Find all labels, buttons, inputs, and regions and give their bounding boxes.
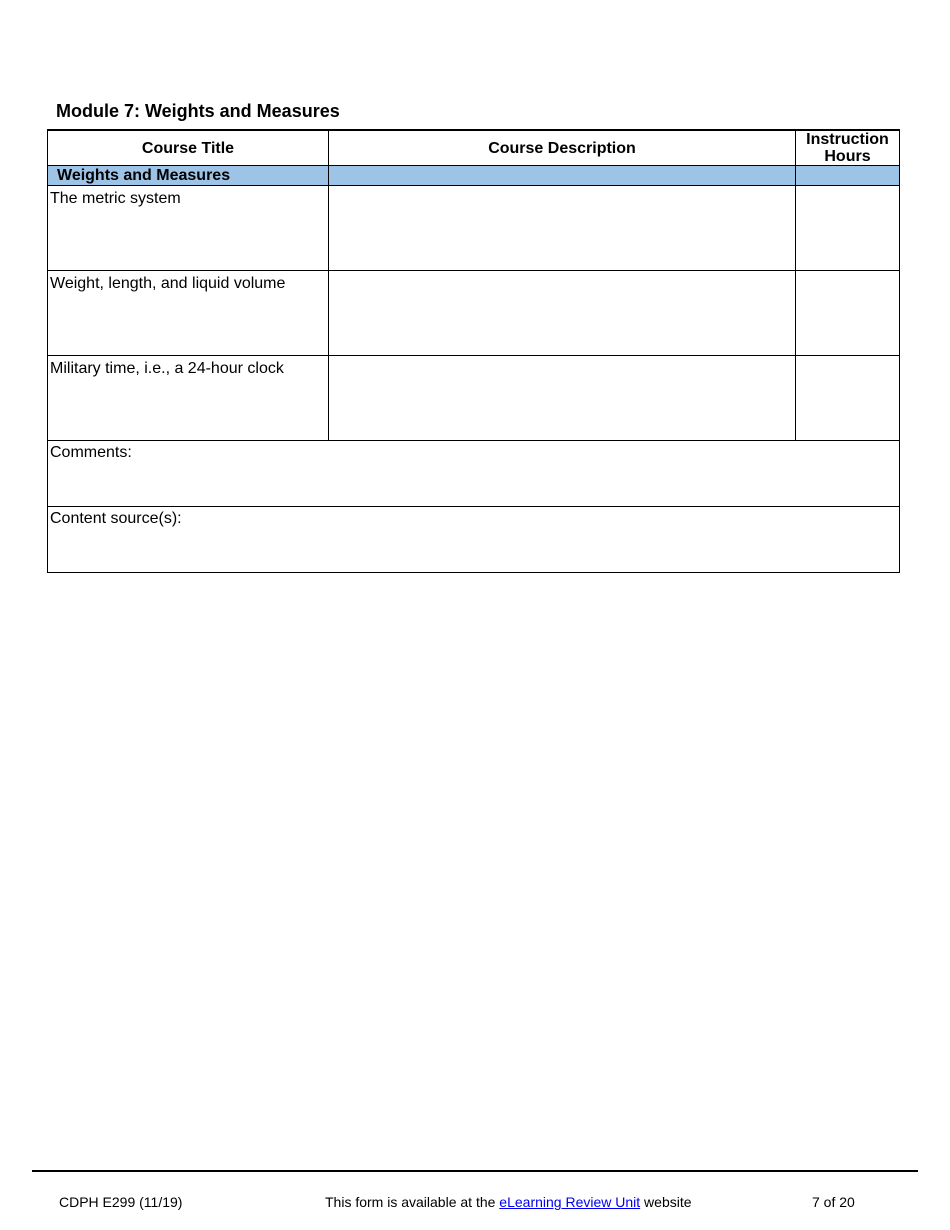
availability-prefix: This form is available at the: [325, 1194, 500, 1210]
table-row: [48, 186, 900, 271]
content-sources-row: [48, 507, 900, 573]
header-course-description: Course Description: [329, 130, 796, 166]
course-title-cell: Military time, i.e., a 24-hour clock: [48, 356, 329, 441]
header-instruction-hours: Instruction Hours: [796, 130, 900, 166]
availability-note: [325, 1194, 692, 1210]
section-label: Weights and Measures: [48, 166, 329, 186]
elearning-review-unit-link[interactable]: eLearning Review Unit: [499, 1194, 641, 1210]
content-sources-field[interactable]: [48, 507, 900, 573]
course-description-cell[interactable]: [329, 271, 796, 356]
module-title: Module 7: Weights and Measures: [56, 101, 340, 121]
form-id: CDPH E299 (11/19): [59, 1194, 183, 1210]
course-description-cell[interactable]: [329, 356, 796, 441]
footer-divider: [32, 1170, 918, 1172]
comments-field[interactable]: [48, 441, 900, 507]
availability-suffix: website: [640, 1194, 692, 1210]
table-row: [48, 271, 900, 356]
header-course-title: Course Title: [48, 130, 329, 166]
comments-row: [48, 441, 900, 507]
page-number: 7 of 20: [812, 1194, 855, 1210]
instruction-hours-cell[interactable]: [796, 356, 900, 441]
section-row: [48, 166, 900, 186]
instruction-hours-cell[interactable]: [796, 186, 900, 271]
section-description-cell: [329, 166, 796, 186]
header-row: [48, 130, 900, 166]
course-title-cell: Weight, length, and liquid volume: [48, 271, 329, 356]
course-description-cell[interactable]: [329, 186, 796, 271]
content-sources-label: Content source(s):: [50, 510, 182, 527]
comments-label: Comments:: [50, 444, 132, 461]
course-title-cell: The metric system: [48, 186, 329, 271]
course-table: [47, 129, 900, 573]
table-row: [48, 356, 900, 441]
instruction-hours-cell[interactable]: [796, 271, 900, 356]
section-hours-cell: [796, 166, 900, 186]
